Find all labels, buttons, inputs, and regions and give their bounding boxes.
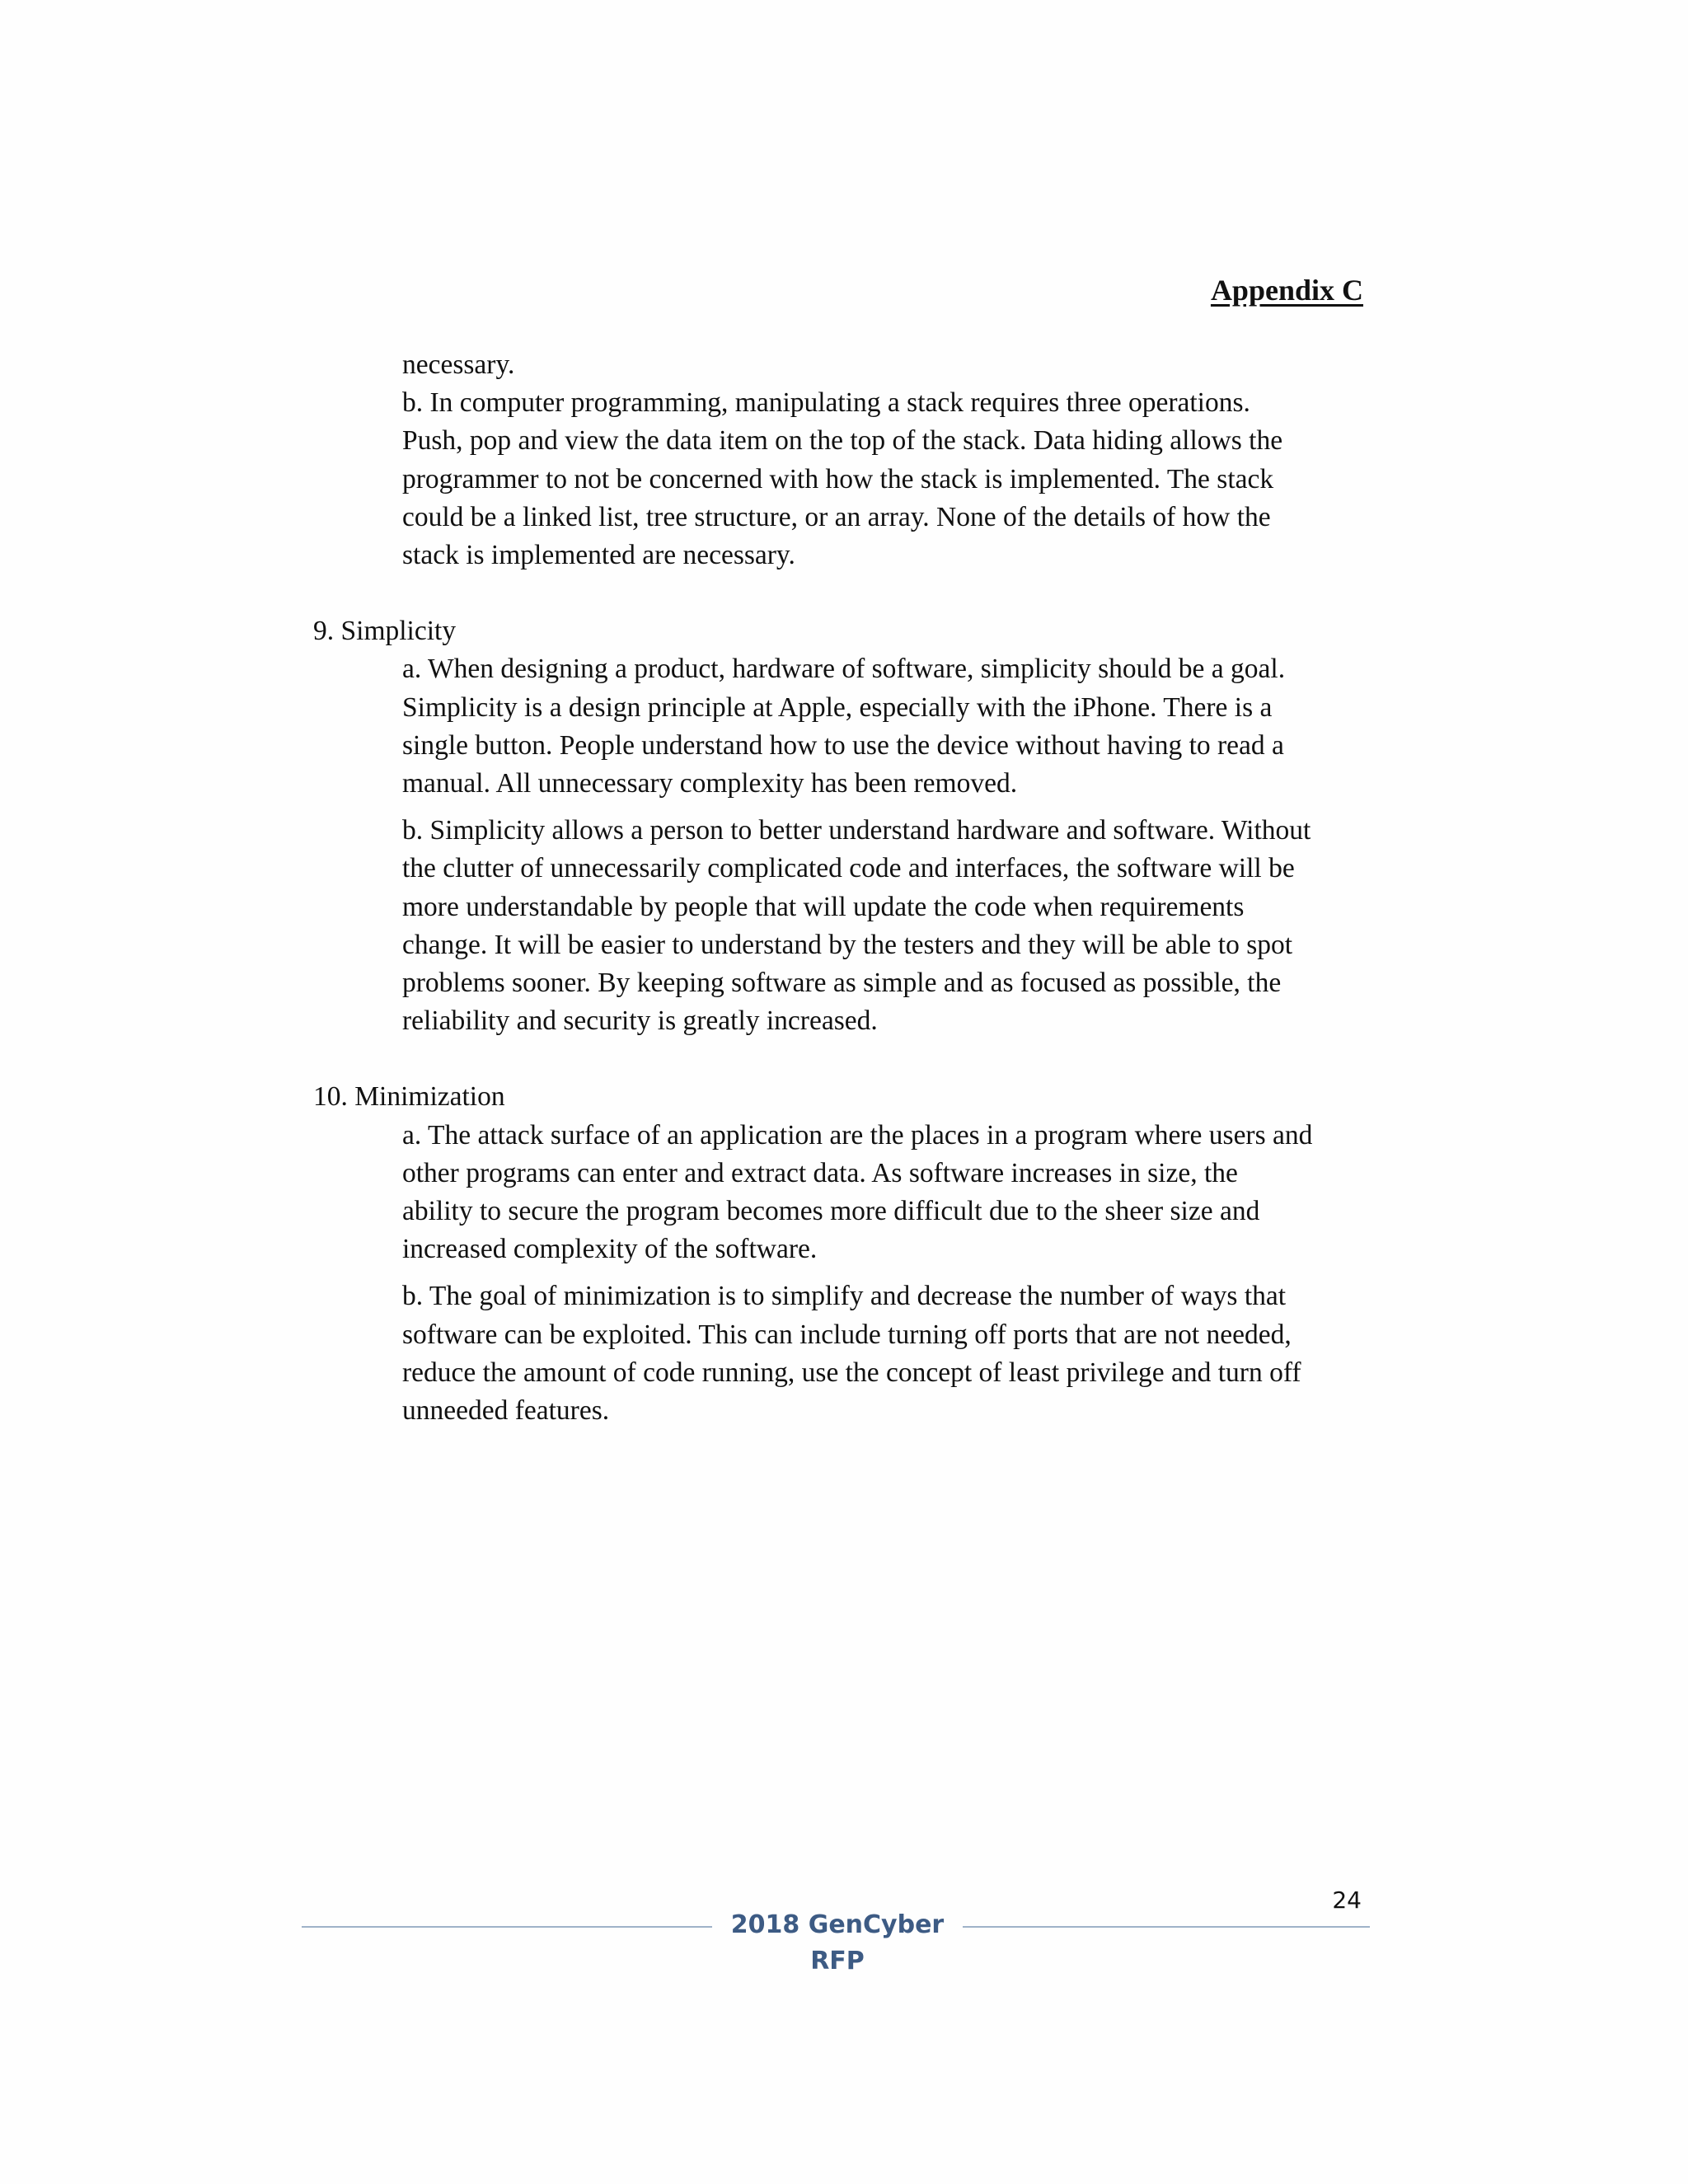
footer-title: 2018 GenCyber RFP [730, 1910, 945, 1975]
appendix-heading: Appendix C [1210, 274, 1363, 307]
section-heading-minimization: 10. Minimization [313, 1081, 505, 1113]
continuation-text: necessary. [402, 349, 515, 380]
footer-rule-right [963, 1926, 1370, 1928]
section-spacer [313, 1040, 1385, 1078]
paragraph-spacer [313, 1268, 1385, 1277]
paragraph-10b: b. The goal of minimization is to simplify and decrease the number of ways that software can be exploited. This can include turning off ports that are not needed, reduce the amount of code running, use the concept of least privilege and turn off unneeded features. [402, 1281, 1301, 1427]
section-spacer [313, 574, 1385, 612]
paragraph-9b: b. Simplicity allows a person to better understand hardware and software. Without the clutter of unnecessarily complicated code and interfaces, the software will be more understandable by people that will update the code when requirements change. It will be easier to understand by the testers and they will be able to spot problems sooner. By keeping software as simple and as focused as possible, the reliability and security is greatly increased. [402, 815, 1311, 1037]
section-heading-simplicity: 9. Simplicity [313, 616, 457, 647]
paragraph-9a: a. When designing a product, hardware of software, simplicity should be a goal. Simplicity is a design principle at Apple, especially with the iPhone. There is a single button. People understand how to use the device without having to read a manual. All unnecessary complexity has been removed. [402, 654, 1286, 799]
document-body [313, 346, 1385, 1430]
footer-rule-left [302, 1926, 712, 1928]
paragraph-10a: a. The attack surface of an application are the places in a program where users and other programs can enter and extract data. As software increases in size, the ability to secure the program becomes more difficult due to the sheer size and increased complexity of the software. [402, 1119, 1313, 1265]
paragraph-8b: b. In computer programming, manipulating a stack requires three operations. Push, pop and view the data item on the top of the stack. Data hiding allows the programmer to not be concerned with how the stack is implemented. The stack could be a linked list, tree structure, or an array. None of the details of how the stack is implemented are necessary. [402, 387, 1283, 571]
paragraph-spacer [313, 803, 1385, 812]
page-number: 24 [1332, 1886, 1362, 1914]
